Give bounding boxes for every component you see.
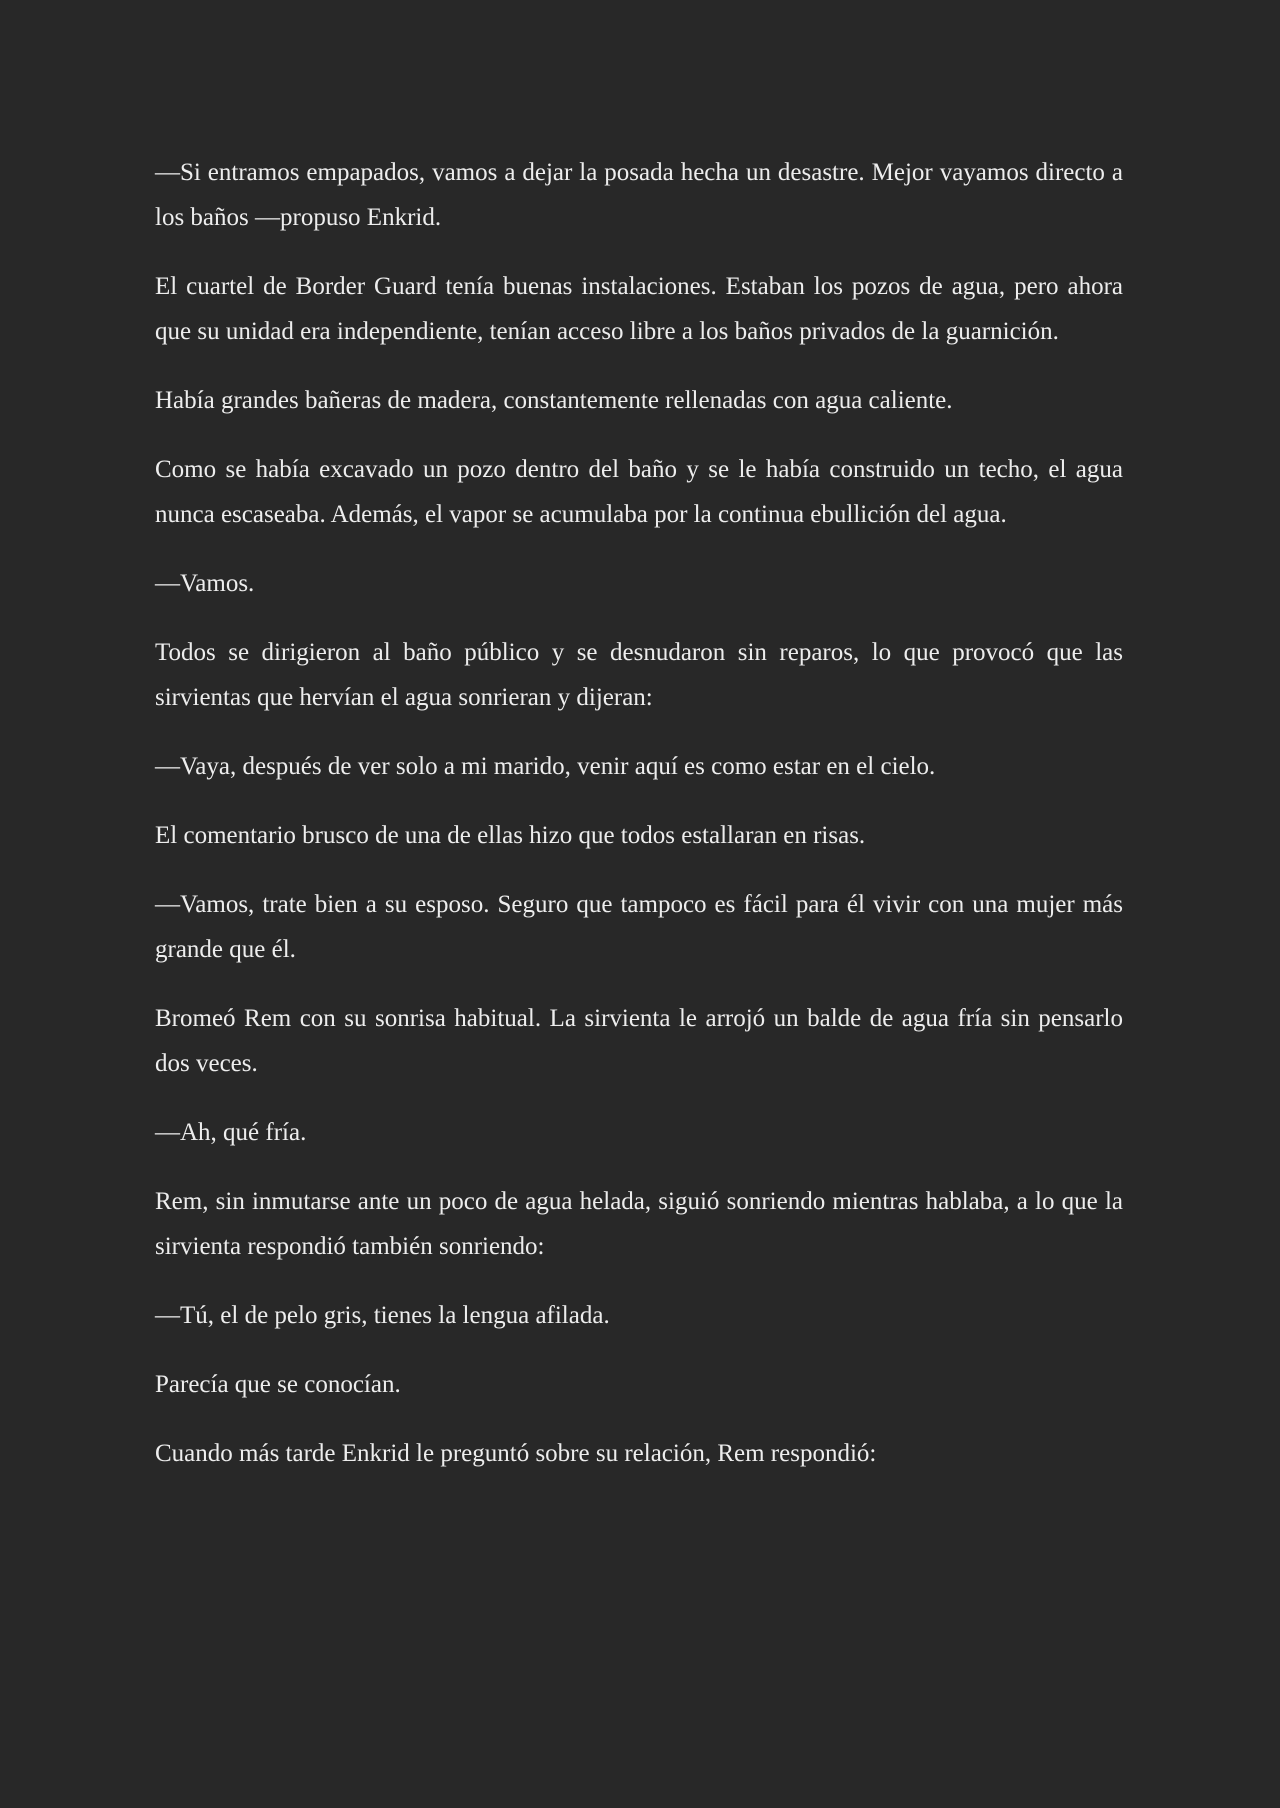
paragraph: Cuando más tarde Enkrid le preguntó sobre su relación, Rem respondió:	[155, 1440, 877, 1467]
paragraph: Bromeó Rem con su sonrisa habitual. La sirvienta le arrojó un balde de agua fría sin pensarlo dos veces.	[155, 1005, 1123, 1077]
paragraph: Había grandes bañeras de madera, constantemente rellenadas con agua caliente.	[155, 387, 953, 414]
reader-content	[155, 150, 1123, 1500]
paragraph: Rem, sin inmutarse ante un poco de agua helada, siguió sonriendo mientras hablaba, a lo que la sirvienta respondió también sonriendo:	[155, 1188, 1123, 1260]
paragraph: —Vamos, trate bien a su esposo. Seguro que tampoco es fácil para él vivir con una mujer más grande que él.	[155, 891, 1123, 963]
paragraph: —Vamos.	[155, 570, 255, 597]
paragraph: —Ah, qué fría.	[155, 1119, 307, 1146]
paragraph: —Vaya, después de ver solo a mi marido, venir aquí es como estar en el cielo.	[155, 753, 936, 780]
paragraph: El comentario brusco de una de ellas hizo que todos estallaran en risas.	[155, 822, 866, 849]
paragraph: El cuartel de Border Guard tenía buenas instalaciones. Estaban los pozos de agua, pero ahora que su unidad era independiente, tenían acceso libre a los baños privados de la guarnición.	[155, 273, 1123, 345]
paragraph: Parecía que se conocían.	[155, 1371, 401, 1398]
paragraph: Como se había excavado un pozo dentro del baño y se le había construido un techo, el agua nunca escaseaba. Además, el vapor se acumulaba por la continua ebullición del agua.	[155, 456, 1123, 528]
paragraph: —Si entramos empapados, vamos a dejar la posada hecha un desastre. Mejor vayamos directo a los baños —propuso Enkrid.	[155, 159, 1123, 231]
paragraph: —Tú, el de pelo gris, tienes la lengua afilada.	[155, 1302, 610, 1329]
paragraph: Todos se dirigieron al baño público y se desnudaron sin reparos, lo que provocó que las sirvientas que hervían el agua sonrieran y dijeran:	[155, 639, 1123, 711]
